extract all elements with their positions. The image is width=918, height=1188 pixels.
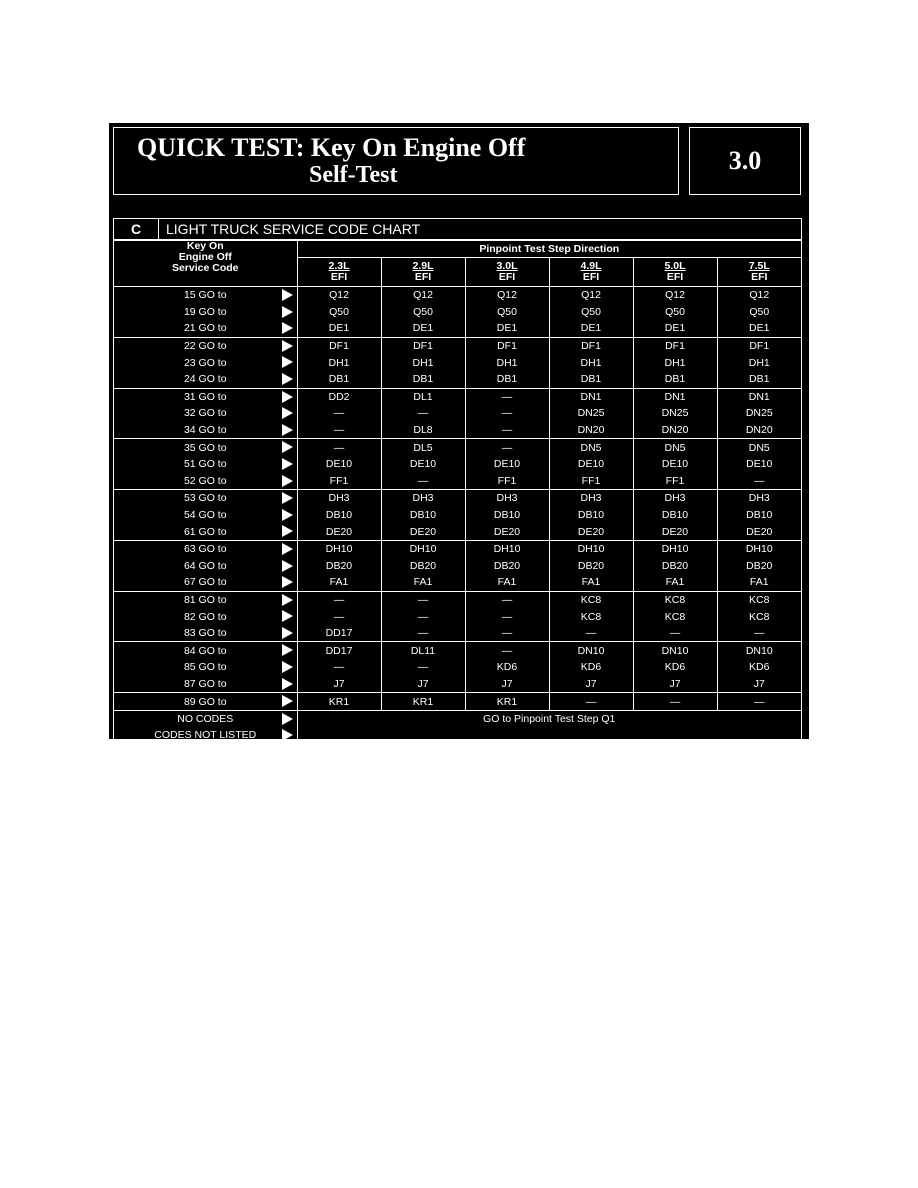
pinpoint-step-cell: —	[297, 591, 381, 608]
service-code: 31 GO to	[183, 390, 227, 403]
pinpoint-step-cell: DF1	[465, 337, 549, 354]
arrow-icon	[282, 713, 293, 725]
service-code: 63 GO to	[183, 543, 227, 556]
pinpoint-step-cell: —	[717, 625, 801, 642]
arrow-icon	[282, 441, 293, 453]
service-code: 67 GO to	[183, 576, 227, 589]
pinpoint-step-cell: —	[717, 693, 801, 711]
engine-size: 3.0L	[496, 260, 518, 272]
pinpoint-step-cell: KC8	[717, 608, 801, 625]
pinpoint-step-cell: DN20	[549, 422, 633, 439]
service-code-table	[113, 240, 802, 744]
table-row	[114, 507, 801, 524]
service-code-cell	[114, 540, 297, 557]
pinpoint-step-cell: DE20	[297, 523, 381, 540]
table-row	[114, 642, 801, 659]
pinpoint-step-cell: FA1	[549, 574, 633, 591]
service-code: 84 GO to	[183, 644, 227, 657]
table-row	[114, 659, 801, 676]
service-code-cell	[114, 490, 297, 507]
table-row	[114, 608, 801, 625]
pinpoint-step-cell: DN20	[633, 422, 717, 439]
pinpoint-step-cell: Q12	[549, 287, 633, 304]
pinpoint-step-cell: DH3	[381, 490, 465, 507]
pinpoint-step-cell: J7	[549, 676, 633, 693]
pinpoint-step-cell: DN5	[549, 439, 633, 456]
pinpoint-step-cell: —	[381, 608, 465, 625]
pinpoint-step-cell: FF1	[633, 473, 717, 490]
pinpoint-step-cell: DL1	[381, 388, 465, 405]
service-code: 53 GO to	[183, 492, 227, 505]
pinpoint-step-cell: —	[465, 642, 549, 659]
arrow-icon	[282, 340, 293, 352]
arrow-icon	[282, 475, 293, 487]
pinpoint-step-cell: DL5	[381, 439, 465, 456]
service-code-cell	[114, 337, 297, 354]
table-row	[114, 693, 801, 711]
pinpoint-step-cell: Q12	[717, 287, 801, 304]
service-code: 64 GO to	[183, 559, 227, 572]
pinpoint-step-cell: DB1	[381, 371, 465, 388]
pinpoint-step-cell: DN1	[633, 388, 717, 405]
arrow-icon	[282, 627, 293, 639]
codes-not-listed-label: CODES NOT LISTED	[154, 728, 257, 741]
pinpoint-step-cell: FA1	[381, 574, 465, 591]
pinpoint-step-cell: DB1	[297, 371, 381, 388]
pinpoint-step-cell: DH3	[297, 490, 381, 507]
pinpoint-step-cell: —	[297, 608, 381, 625]
pinpoint-step-cell: FA1	[717, 574, 801, 591]
pinpoint-step-cell: DB10	[465, 507, 549, 524]
pinpoint-step-cell: DH1	[297, 354, 381, 371]
pinpoint-step-cell: J7	[717, 676, 801, 693]
pinpoint-step-cell: DB10	[381, 507, 465, 524]
pinpoint-step-cell: DN20	[717, 422, 801, 439]
table-row	[114, 320, 801, 337]
pinpoint-step-cell: DE1	[633, 320, 717, 337]
engine-size: 2.3L	[328, 260, 350, 272]
pinpoint-step-cell: DH10	[633, 540, 717, 557]
pinpoint-step-cell: DE20	[381, 523, 465, 540]
service-code-cell	[114, 507, 297, 524]
table-row	[114, 558, 801, 575]
key-on-label: Key On	[186, 240, 224, 252]
service-code-cell	[114, 422, 297, 439]
service-code: 24 GO to	[183, 373, 227, 386]
pinpoint-step-cell: J7	[297, 676, 381, 693]
pinpoint-step-cell: DH3	[717, 490, 801, 507]
service-code-cell	[114, 354, 297, 371]
arrow-icon	[282, 661, 293, 673]
engine-header	[381, 258, 465, 287]
service-code-cell	[114, 439, 297, 456]
pinpoint-step-cell: Q12	[465, 287, 549, 304]
service-code: 82 GO to	[183, 610, 227, 623]
table-row	[114, 287, 801, 304]
arrow-icon	[282, 391, 293, 403]
pinpoint-step-cell: DH1	[465, 354, 549, 371]
service-code-label: Service Code	[171, 262, 239, 274]
pinpoint-step-cell: —	[297, 439, 381, 456]
pinpoint-step-cell: —	[297, 659, 381, 676]
table-row	[114, 625, 801, 642]
codes-not-listed-cell	[114, 727, 297, 743]
pinpoint-step-cell: DF1	[381, 337, 465, 354]
pinpoint-step-cell: —	[465, 422, 549, 439]
pinpoint-step-cell: Q50	[297, 304, 381, 321]
pinpoint-step-cell: DN25	[717, 405, 801, 422]
arrow-icon	[282, 424, 293, 436]
table-row	[114, 422, 801, 439]
arrow-icon	[282, 322, 293, 334]
service-code-cell	[114, 693, 297, 711]
pinpoint-step-cell: —	[633, 693, 717, 711]
pinpoint-step-cell: DB20	[381, 558, 465, 575]
pinpoint-step-cell: —	[381, 659, 465, 676]
pinpoint-step-cell: FA1	[633, 574, 717, 591]
pinpoint-step-cell: DE10	[297, 456, 381, 473]
pinpoint-step-cell: DB1	[549, 371, 633, 388]
engine-header	[465, 258, 549, 287]
pinpoint-step-cell: Q50	[465, 304, 549, 321]
engine-type: EFI	[498, 271, 516, 283]
service-code: 35 GO to	[183, 441, 227, 454]
service-code: 34 GO to	[183, 424, 227, 437]
engine-header	[549, 258, 633, 287]
pinpoint-step-cell: KC8	[633, 591, 717, 608]
pinpoint-step-cell: DH3	[633, 490, 717, 507]
service-code-cell	[114, 574, 297, 591]
engine-header	[633, 258, 717, 287]
pinpoint-step-cell: FF1	[549, 473, 633, 490]
table-row	[114, 354, 801, 371]
pinpoint-step-cell: DH10	[297, 540, 381, 557]
engine-type: EFI	[582, 271, 600, 283]
service-code-cell	[114, 558, 297, 575]
service-code-cell	[114, 591, 297, 608]
service-code-cell	[114, 304, 297, 321]
service-code-cell	[114, 456, 297, 473]
arrow-icon	[282, 525, 293, 537]
section-number: 3.0	[728, 146, 762, 175]
arrow-icon	[282, 356, 293, 368]
pinpoint-step-cell: Q50	[381, 304, 465, 321]
pinpoint-step-cell: KD6	[633, 659, 717, 676]
pinpoint-step-cell: DN5	[633, 439, 717, 456]
pinpoint-step-cell: DB20	[297, 558, 381, 575]
engine-type: EFI	[666, 271, 684, 283]
pinpoint-step-cell: DH1	[549, 354, 633, 371]
arrow-icon	[282, 458, 293, 470]
pinpoint-step-cell: KC8	[549, 591, 633, 608]
table-row	[114, 388, 801, 405]
pinpoint-step-cell: DH10	[381, 540, 465, 557]
pinpoint-step-cell: DH1	[633, 354, 717, 371]
pinpoint-step-cell: DL11	[381, 642, 465, 659]
pinpoint-step-cell: Q12	[381, 287, 465, 304]
pinpoint-step-cell: DB20	[465, 558, 549, 575]
pinpoint-step-cell: —	[465, 388, 549, 405]
pinpoint-step-cell: DE10	[465, 456, 549, 473]
pinpoint-step-cell: DB1	[633, 371, 717, 388]
arrow-icon	[282, 594, 293, 606]
pinpoint-step-cell: —	[465, 625, 549, 642]
pinpoint-step-cell: J7	[381, 676, 465, 693]
pinpoint-step-cell: DE10	[717, 456, 801, 473]
pinpoint-step-cell: —	[465, 439, 549, 456]
pinpoint-step-cell: KR1	[465, 693, 549, 711]
pinpoint-step-cell: DE10	[549, 456, 633, 473]
table-row	[114, 591, 801, 608]
pinpoint-step-cell: DH1	[381, 354, 465, 371]
page-subtitle: Self-Test	[309, 162, 398, 188]
pinpoint-step-cell: DE10	[381, 456, 465, 473]
pinpoint-header: Pinpoint Test Step Direction	[297, 241, 801, 258]
pinpoint-step-cell: —	[465, 591, 549, 608]
pinpoint-step-cell: DN10	[717, 642, 801, 659]
arrow-icon	[282, 509, 293, 521]
service-code-cell	[114, 676, 297, 693]
table-row	[114, 490, 801, 507]
pinpoint-step-cell: DD17	[297, 642, 381, 659]
service-code: 52 GO to	[183, 474, 227, 487]
pinpoint-step-cell: —	[549, 625, 633, 642]
table-row	[114, 304, 801, 321]
service-code: 51 GO to	[183, 458, 227, 471]
section-number-box	[689, 127, 801, 195]
pinpoint-step-cell: DB10	[297, 507, 381, 524]
service-code-cell	[114, 523, 297, 540]
pinpoint-step-cell: DE20	[717, 523, 801, 540]
pinpoint-step-cell: KD6	[717, 659, 801, 676]
pinpoint-step-cell: J7	[465, 676, 549, 693]
service-code: 32 GO to	[183, 407, 227, 420]
pinpoint-step-cell: DE1	[717, 320, 801, 337]
service-code: 54 GO to	[183, 509, 227, 522]
pinpoint-step-cell: DE1	[549, 320, 633, 337]
pinpoint-step-cell: DB1	[717, 371, 801, 388]
arrow-icon	[282, 610, 293, 622]
pinpoint-step-cell: —	[381, 625, 465, 642]
engine-off-label: Engine Off	[178, 251, 232, 263]
service-code: 19 GO to	[183, 305, 227, 318]
pinpoint-step-cell: DF1	[297, 337, 381, 354]
service-code-cell	[114, 371, 297, 388]
service-code: 83 GO to	[183, 627, 227, 640]
arrow-icon	[282, 543, 293, 555]
arrow-icon	[282, 560, 293, 572]
quick-test-chart	[109, 123, 809, 739]
pinpoint-step-cell: DN25	[549, 405, 633, 422]
service-code: 21 GO to	[183, 322, 227, 335]
pinpoint-step-cell: DH10	[549, 540, 633, 557]
pinpoint-step-cell: DE1	[381, 320, 465, 337]
arrow-icon	[282, 306, 293, 318]
pinpoint-step-cell: DN1	[549, 388, 633, 405]
pinpoint-step-cell: KC8	[717, 591, 801, 608]
pinpoint-step-cell: KD6	[549, 659, 633, 676]
pinpoint-step-cell: —	[297, 405, 381, 422]
pinpoint-step-cell: DB10	[633, 507, 717, 524]
pinpoint-step-cell: DL8	[381, 422, 465, 439]
table-row	[114, 405, 801, 422]
pinpoint-step-cell: DN25	[633, 405, 717, 422]
pinpoint-step-cell: KD6	[465, 659, 549, 676]
pinpoint-step-cell: DE10	[633, 456, 717, 473]
pinpoint-step-cell: —	[549, 693, 633, 711]
service-code-cell	[114, 642, 297, 659]
pinpoint-step-cell: —	[381, 473, 465, 490]
pinpoint-step-cell: —	[381, 405, 465, 422]
service-code-cell	[114, 388, 297, 405]
pinpoint-step-cell: DB20	[717, 558, 801, 575]
pinpoint-step-cell: FF1	[465, 473, 549, 490]
pinpoint-step-cell: FA1	[465, 574, 549, 591]
engine-size: 5.0L	[664, 260, 686, 272]
arrow-icon	[282, 373, 293, 385]
pinpoint-step-cell: DE20	[465, 523, 549, 540]
pinpoint-step-cell: DN10	[633, 642, 717, 659]
pinpoint-step-cell: DD2	[297, 388, 381, 405]
pinpoint-step-cell: —	[633, 625, 717, 642]
pinpoint-step-cell: DN1	[717, 388, 801, 405]
service-code: 15 GO to	[183, 289, 227, 302]
arrow-icon	[282, 678, 293, 690]
pinpoint-step-cell: KC8	[549, 608, 633, 625]
pinpoint-step-cell: KR1	[297, 693, 381, 711]
pinpoint-step-cell: DH10	[717, 540, 801, 557]
pinpoint-step-cell: KR1	[381, 693, 465, 711]
engine-type: EFI	[414, 271, 432, 283]
pinpoint-step-cell: FA1	[297, 574, 381, 591]
engine-header	[297, 258, 381, 287]
pinpoint-step-cell: DE20	[549, 523, 633, 540]
pinpoint-step-cell: DD17	[297, 625, 381, 642]
pinpoint-step-cell: DF1	[549, 337, 633, 354]
pinpoint-step-cell: Q50	[549, 304, 633, 321]
pinpoint-step-cell: DF1	[633, 337, 717, 354]
arrow-icon	[282, 407, 293, 419]
pinpoint-step-cell: DB20	[549, 558, 633, 575]
service-code-cell	[114, 320, 297, 337]
pinpoint-step-cell: DH3	[465, 490, 549, 507]
pinpoint-step-cell: DN10	[549, 642, 633, 659]
service-code-cell	[114, 608, 297, 625]
title-box	[113, 127, 679, 195]
arrow-icon	[282, 729, 293, 741]
pinpoint-step-cell: DB10	[717, 507, 801, 524]
table-row	[114, 523, 801, 540]
pinpoint-step-cell: Q12	[633, 287, 717, 304]
pinpoint-step-cell: KC8	[633, 608, 717, 625]
chart-title: LIGHT TRUCK SERVICE CODE CHART	[166, 221, 421, 237]
pinpoint-step-cell: DH1	[717, 354, 801, 371]
table-row	[114, 456, 801, 473]
arrow-icon	[282, 576, 293, 588]
pinpoint-step-cell: DH3	[549, 490, 633, 507]
pinpoint-step-cell: DE20	[633, 523, 717, 540]
engine-type: EFI	[751, 271, 768, 283]
engine-size: 4.9L	[580, 260, 602, 272]
service-code-cell	[114, 287, 297, 304]
page-title: QUICK TEST: Key On Engine Off	[137, 133, 526, 162]
pinpoint-step-cell: —	[717, 473, 801, 490]
engine-type: EFI	[330, 271, 348, 283]
table-row	[114, 574, 801, 591]
arrow-icon	[282, 289, 293, 301]
arrow-icon	[282, 695, 293, 707]
table-row	[114, 473, 801, 490]
arrow-icon	[282, 644, 293, 656]
chart-header	[113, 218, 802, 240]
engine-size: 2.9L	[412, 260, 434, 272]
pinpoint-step-cell: DN5	[717, 439, 801, 456]
pinpoint-step-cell: —	[465, 608, 549, 625]
service-code: 85 GO to	[183, 661, 227, 674]
service-code: 23 GO to	[183, 356, 227, 369]
footer-instruction: GO to Pinpoint Test Step Q1	[297, 710, 801, 743]
pinpoint-step-cell: DB1	[465, 371, 549, 388]
chart-letter: C	[114, 219, 159, 239]
service-code-cell	[114, 625, 297, 642]
service-code: 87 GO to	[183, 677, 227, 690]
pinpoint-step-cell: J7	[633, 676, 717, 693]
no-codes-label: NO CODES	[177, 712, 234, 725]
engine-header	[717, 258, 801, 287]
no-codes-cell	[114, 710, 297, 727]
table-row	[114, 371, 801, 388]
service-code: 22 GO to	[183, 340, 227, 353]
pinpoint-step-cell: —	[297, 422, 381, 439]
table-row	[114, 676, 801, 693]
pinpoint-step-cell: DB20	[633, 558, 717, 575]
pinpoint-step-cell: Q50	[633, 304, 717, 321]
service-code-cell	[114, 473, 297, 490]
pinpoint-step-cell: —	[381, 591, 465, 608]
arrow-icon	[282, 492, 293, 504]
table-row	[114, 439, 801, 456]
pinpoint-step-cell: DF1	[717, 337, 801, 354]
pinpoint-step-cell: DE1	[465, 320, 549, 337]
pinpoint-step-cell: DE1	[297, 320, 381, 337]
service-code: 81 GO to	[183, 593, 227, 606]
engine-size: 7.5L	[748, 260, 770, 272]
table-row	[114, 540, 801, 557]
pinpoint-step-cell: —	[465, 405, 549, 422]
pinpoint-step-cell: Q12	[297, 287, 381, 304]
service-code-header	[114, 241, 297, 287]
table-body	[114, 287, 801, 711]
service-code: 89 GO to	[183, 695, 227, 708]
service-code: 61 GO to	[183, 525, 227, 538]
pinpoint-step-cell: Q50	[717, 304, 801, 321]
pinpoint-step-cell: DB10	[549, 507, 633, 524]
pinpoint-step-cell: FF1	[297, 473, 381, 490]
service-code-cell	[114, 659, 297, 676]
service-code-cell	[114, 405, 297, 422]
pinpoint-step-cell: DH10	[465, 540, 549, 557]
table-row	[114, 337, 801, 354]
